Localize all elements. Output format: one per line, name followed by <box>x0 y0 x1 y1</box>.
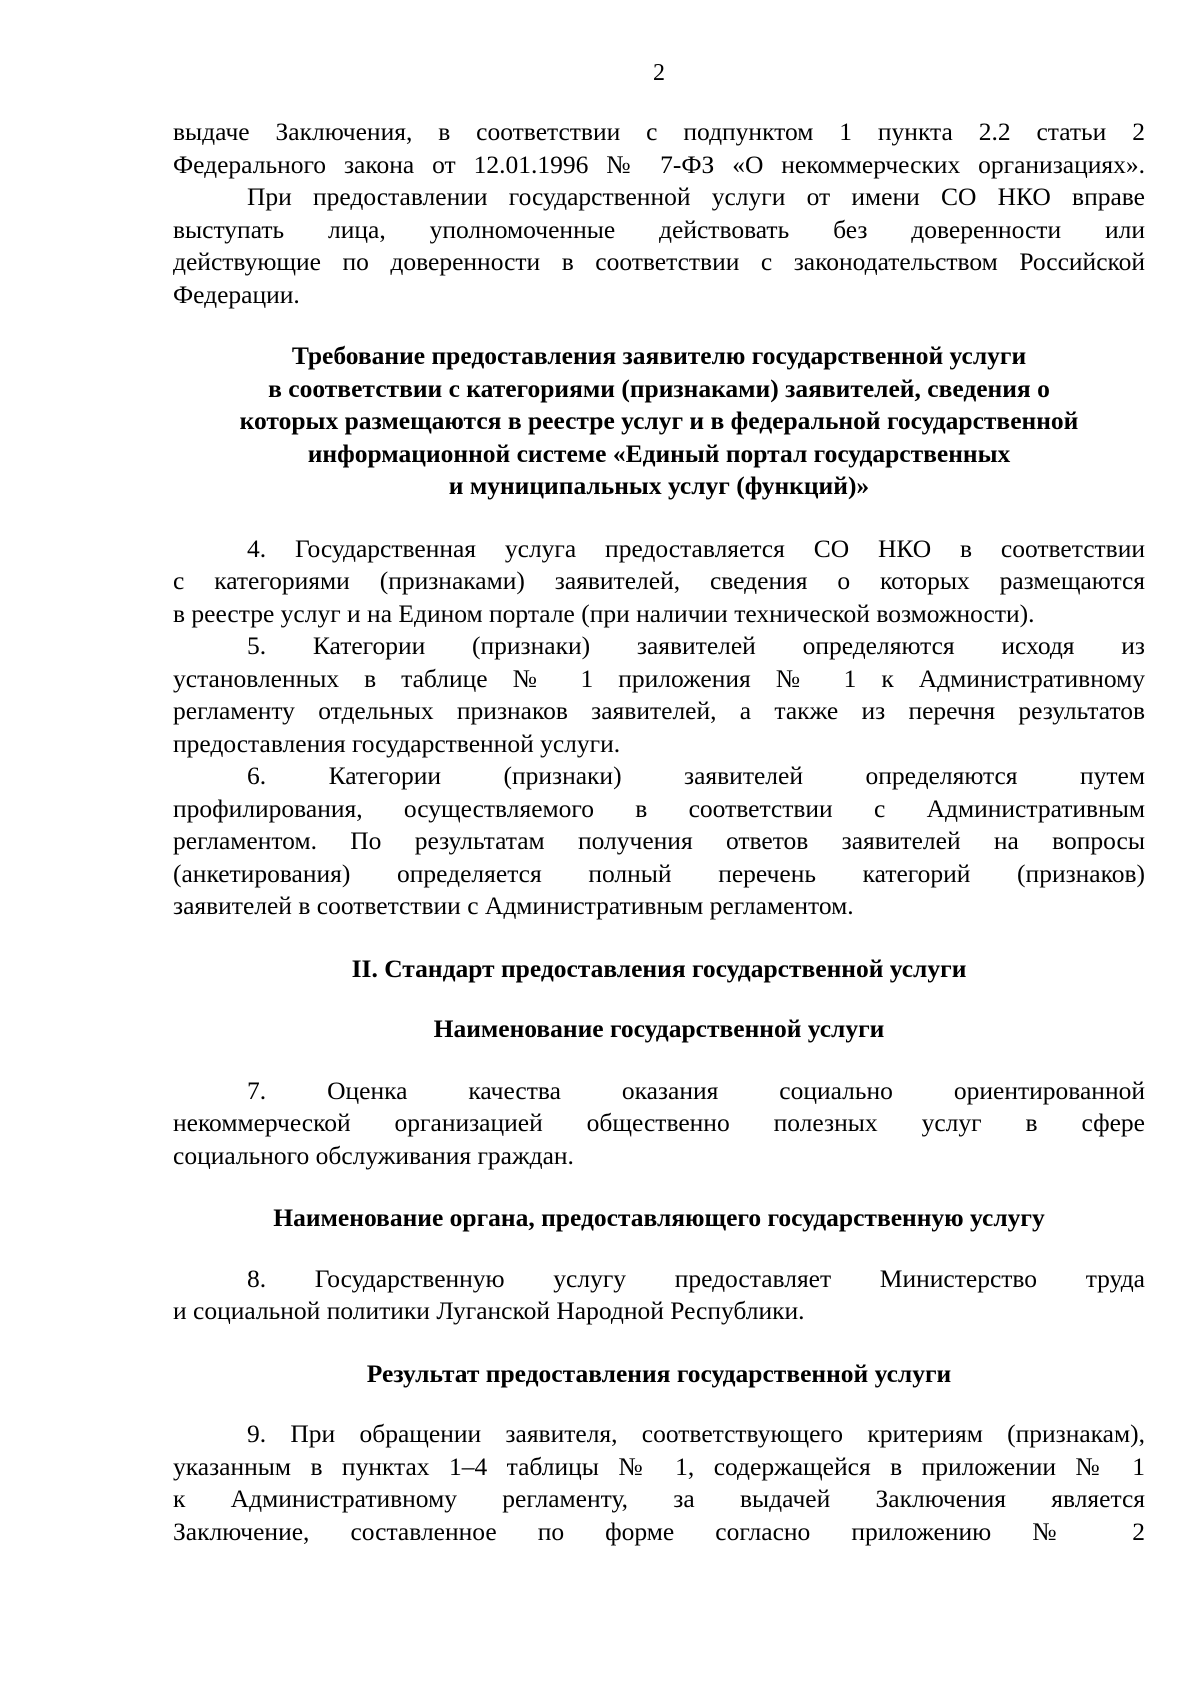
heading-line: и муниципальных услуг (функций)» <box>448 471 870 500</box>
intro-paragraph-2 <box>173 181 1145 311</box>
heading-line: информационной системе «Единый портал государственных <box>307 438 1011 468</box>
text-line: установленных в таблице № 1 приложения № 1 к Административному <box>173 663 1145 693</box>
text-line: и социальной политики Луганской Народной Республики. <box>173 1296 805 1325</box>
clause-6 <box>173 760 1145 923</box>
service-name-heading: Наименование государственной услуги <box>433 1014 885 1043</box>
clause-4 <box>173 533 1145 631</box>
text-line: заявителей в соответствии с Административным регламентом. <box>173 891 854 920</box>
text-line: 5. Категории (признаки) заявителей определяются исходя из <box>247 631 1145 660</box>
text-line: регламентом. По результатам получения ответов заявителей на вопросы <box>173 826 1145 855</box>
text-line: к Административному регламенту, за выдачей Заключения является <box>173 1484 1145 1513</box>
heading-line: в соответствии с категориями (признаками) заявителей, сведения о <box>268 373 1050 403</box>
text-line: Федерального закона от 12.01.1996 № 7-ФЗ «О некоммерческих организациях». <box>173 149 1145 179</box>
text-line: указанным в пунктах 1–4 таблицы № 1, содержащейся в приложении № 1 <box>173 1451 1145 1481</box>
result-heading: Результат предоставления государственной услуги <box>366 1358 952 1388</box>
text-line: профилирования, осуществляемого в соответствии с Административным <box>173 793 1145 823</box>
text-line: (анкетирования) определяется полный перечень категорий (признаков) <box>173 858 1145 888</box>
page-number: 2 <box>653 60 665 86</box>
body-name-heading: Наименование органа, предоставляющего государственную услугу <box>273 1203 1045 1232</box>
clause-9 <box>173 1418 1145 1548</box>
section-2-heading: II. Стандарт предоставления государственной услуги <box>351 953 967 983</box>
text-line: 9. При обращении заявителя, соответствующего критериям (признакам), <box>247 1419 1145 1448</box>
text-line: некоммерческой организацией общественно полезных услуг в сфере <box>173 1108 1145 1137</box>
document-page <box>173 58 1145 1548</box>
text-line: социального обслуживания граждан. <box>173 1140 574 1170</box>
text-line: в реестре услуг и на Едином портале (при наличии технической возможности). <box>173 598 1035 628</box>
heading-line: Требование предоставления заявителю государственной услуги <box>291 341 1027 370</box>
text-line: 6. Категории (признаки) заявителей определяются путем <box>247 761 1145 790</box>
text-line: предоставления государственной услуги. <box>173 728 621 758</box>
text-line: выступать лица, уполномоченные действовать без доверенности или <box>173 214 1145 244</box>
text-line: При предоставлении государственной услуги от имени СО НКО вправе <box>247 182 1145 211</box>
clause-5 <box>173 630 1145 760</box>
text-line: Заключение, составленное по форме согласно приложению № 2 <box>173 1516 1145 1546</box>
text-line: действующие по доверенности в соответствии с законодательством Российской <box>173 247 1145 276</box>
heading-line: которых размещаются в реестре услуг и в федеральной государственной <box>239 406 1079 435</box>
text-line: выдаче Заключения, в соответствии с подпунктом 1 пункта 2.2 статьи 2 <box>173 117 1145 146</box>
text-line: 8. Государственную услугу предоставляет Министерство труда <box>247 1263 1145 1293</box>
clause-8 <box>173 1263 1145 1328</box>
text-line: 7. Оценка качества оказания социально ориентированной <box>247 1075 1145 1105</box>
text-line: 4. Государственная услуга предоставляется СО НКО в соответствии <box>247 533 1145 563</box>
text-line: регламенту отдельных признаков заявителей, а также из перечня результатов <box>173 696 1145 725</box>
text-line: Федерации. <box>173 279 300 309</box>
text-line: с категориями (признаками) заявителей, сведения о которых размещаются <box>173 566 1145 595</box>
section-heading-requirement <box>173 340 1145 503</box>
clause-7 <box>173 1075 1145 1173</box>
intro-paragraph-1 <box>173 116 1145 181</box>
